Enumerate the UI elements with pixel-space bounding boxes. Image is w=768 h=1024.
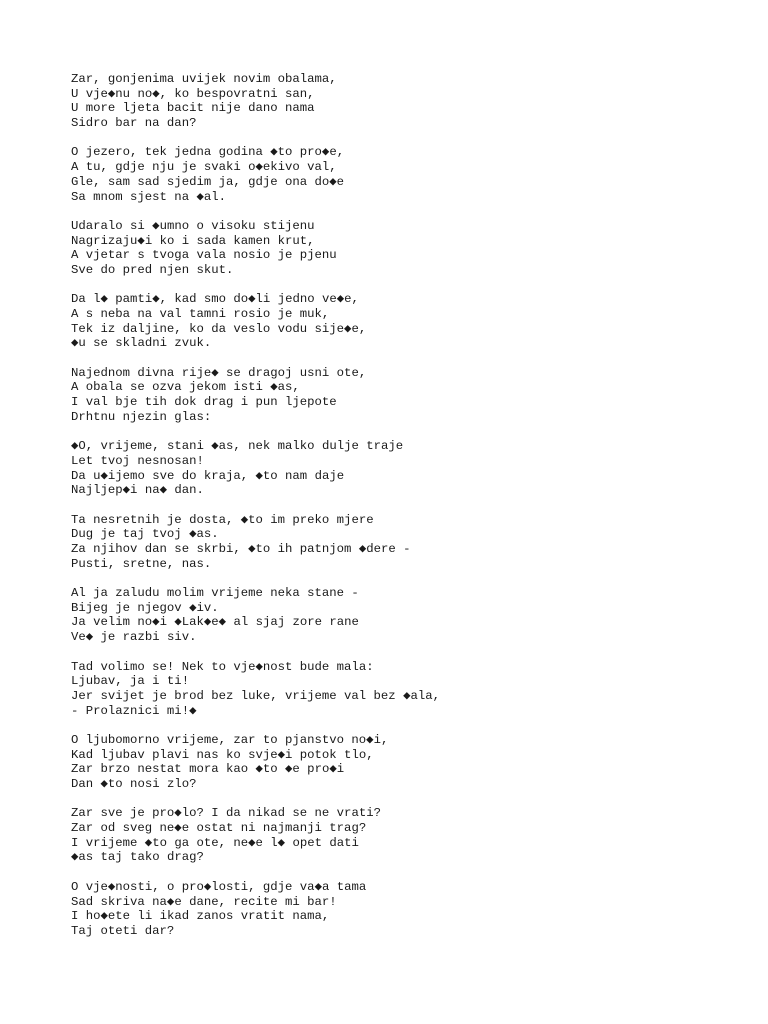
stanza-6 [71, 439, 751, 498]
poem-line: Tek iz daljine, ko da veslo vodu sije◆e, [71, 321, 367, 336]
poem-line: O vje◆nosti, o pro◆losti, gdje va◆a tama [71, 879, 367, 894]
stanza-10 [71, 733, 751, 792]
poem-line: ◆u se skladni zvuk. [71, 336, 212, 351]
poem-line: U vje◆nu no◆, ko bespovratni san, [71, 86, 315, 101]
poem-line: Najljep◆i na◆ dan. [71, 483, 204, 498]
poem-line: Sad skriva na◆e dane, recite mi bar! [71, 894, 337, 909]
poem-line: Zar sve je pro◆lo? I da nikad se ne vrati? [71, 806, 381, 821]
poem-line: Taj oteti dar? [71, 923, 175, 938]
poem-line: Al ja zaludu molim vrijeme neka stane - [71, 586, 359, 601]
document-page [71, 72, 751, 953]
poem-line: O ljubomorno vrijeme, zar to pjanstvo no◆i, [71, 732, 389, 747]
poem-line: I val bje tih dok drag i pun ljepote [71, 395, 337, 410]
poem-line: Sve do pred njen skut. [71, 262, 234, 277]
stanza-5 [71, 366, 751, 425]
poem-line: Ljubav, ja i ti! [71, 674, 190, 689]
poem-line: A tu, gdje nju je svaki o◆ekivo val, [71, 160, 337, 175]
poem-line: Drhtnu njezin glas: [71, 409, 212, 424]
poem-line: Bijeg je njegov ◆iv. [71, 600, 219, 615]
poem-line: Sa mnom sjest na ◆al. [71, 189, 226, 204]
stanza-9 [71, 660, 751, 719]
poem-line: Gle, sam sad sjedim ja, gdje ona do◆e [71, 174, 345, 189]
poem-line: Dug je taj tvoj ◆as. [71, 527, 219, 542]
poem-line: A vjetar s tvoga vala nosio je pjenu [71, 248, 337, 263]
stanza-1 [71, 72, 751, 131]
poem-line: Ve◆ je razbi siv. [71, 630, 197, 645]
poem-line: ◆O, vrijeme, stani ◆as, nek malko dulje traje [71, 439, 404, 454]
poem-line: Najednom divna rije◆ se dragoj usni ote, [71, 365, 367, 380]
poem-line: Za njihov dan se skrbi, ◆to ih patnjom ◆dere - [71, 542, 411, 556]
poem-line: Zar, gonjenima uvijek novim obalama, [71, 72, 337, 86]
poem-line: Kad ljubav plavi nas ko svje◆i potok tlo, [71, 747, 374, 762]
poem-line: Dan ◆to nosi zlo? [71, 777, 197, 791]
poem-line: I vrijeme ◆to ga ote, ne◆e l◆ opet dati [71, 835, 359, 850]
poem-line: Da l◆ pamti◆, kad smo do◆li jedno ve◆e, [71, 292, 359, 307]
poem-line: O jezero, tek jedna godina ◆to pro◆e, [71, 145, 345, 160]
poem-line: Zar od sveg ne◆e ostat ni najmanji trag? [71, 821, 367, 836]
poem-line: Tad volimo se! Nek to vje◆nost bude mala: [71, 659, 374, 674]
stanza-7 [71, 513, 751, 572]
stanza-11 [71, 806, 751, 865]
stanza-3 [71, 219, 751, 278]
poem-line: Ta nesretnih je dosta, ◆to im preko mjere [71, 512, 374, 527]
poem-line: Ja velim no◆i ◆Lak◆e◆ al sjaj zore rane [71, 615, 359, 630]
poem-line: I ho◆ete li ikad zanos vratit nama, [71, 909, 330, 924]
poem-line: Da u◆ijemo sve do kraja, ◆to nam daje [71, 468, 345, 483]
stanza-2 [71, 145, 751, 204]
poem-line: Pusti, sretne, nas. [71, 556, 212, 571]
poem-line: A obala se ozva jekom isti ◆as, [71, 380, 300, 395]
poem-line: Nagrizaju◆i ko i sada kamen krut, [71, 233, 315, 248]
poem-line: A s neba na val tamni rosio je muk, [71, 307, 330, 321]
poem-line: U more ljeta bacit nije dano nama [71, 101, 315, 116]
stanza-4 [71, 292, 751, 351]
poem-line: Sidro bar na dan? [71, 116, 197, 131]
stanza-8 [71, 586, 751, 645]
stanza-12 [71, 880, 751, 939]
poem-line: Jer svijet je brod bez luke, vrijeme val bez ◆ala, [71, 688, 440, 703]
poem-line: - Prolaznici mi!◆ [71, 703, 197, 718]
poem-line: Udaralo si ◆umno o visoku stijenu [71, 218, 315, 233]
poem-line: Let tvoj nesnosan! [71, 453, 204, 468]
poem-line: Zar brzo nestat mora kao ◆to ◆e pro◆i [71, 762, 345, 777]
poem-line: ◆as taj tako drag? [71, 850, 204, 865]
